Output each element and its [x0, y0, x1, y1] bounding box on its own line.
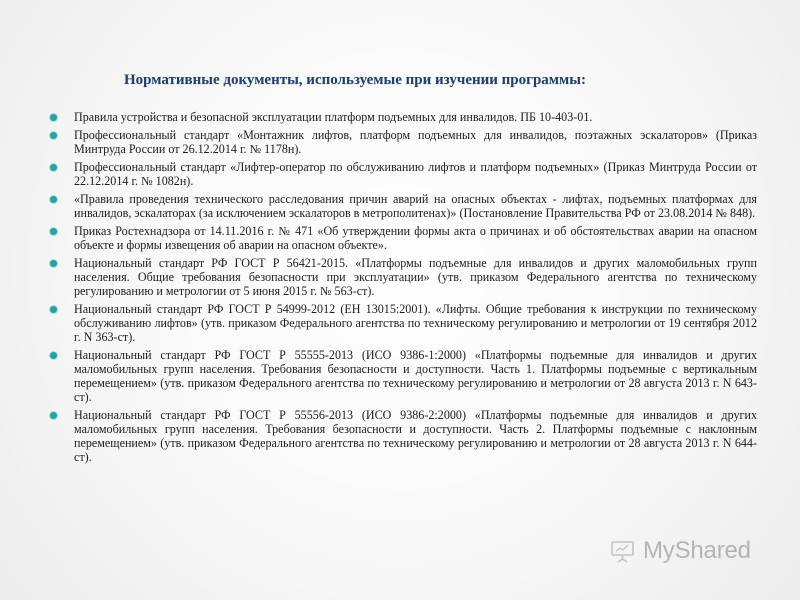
document-list-item — [47, 348, 757, 404]
document-item-text: Профессиональный стандарт «Монтажник лифтов, платформ подъемных для инвалидов, поэтажных эскалаторов» (Приказ Минтруда России от 26.12.2014 г. № 1178н). — [74, 128, 757, 156]
document-list-item — [47, 408, 757, 464]
document-item-text: Профессиональный стандарт «Лифтер-оператор по обслуживанию лифтов и платформ подъемных» (Приказ Минтруда России от 22.12.2014 г. № 1082н). — [74, 160, 757, 188]
document-list-item — [47, 224, 757, 252]
presentation-board-icon — [608, 537, 638, 567]
document-list-item — [47, 256, 757, 298]
bullet-icon — [50, 352, 57, 359]
watermark-brand-text: MyShared — [643, 537, 751, 564]
bullet-icon — [50, 412, 57, 419]
document-item-text: Национальный стандарт РФ ГОСТ Р 56421-2015. «Платформы подъемные для инвалидов и других маломобильных групп населения. Общие требования безопасности при эксплуатации» (утв. приказом Федерального агентства по техническому регулированию и метрологии от 5 июня 2015 г. № 563-ст). — [74, 256, 757, 298]
document-item-text: Национальный стандарт РФ ГОСТ Р 54999-2012 (ЕН 13015:2001). «Лифты. Общие требования к инструкции по техническому обслуживанию лифтов» (утв. приказом Федерального агентства по техническому регулированию и метрологии от 19 сентября 2012 г. N 363-ст). — [74, 302, 757, 344]
document-list-item — [47, 128, 757, 156]
bullet-icon — [50, 196, 57, 203]
bullet-icon — [50, 306, 57, 313]
document-list-item — [47, 160, 757, 188]
slide-title: Нормативные документы, используемые при изучении программы: — [124, 72, 586, 88]
bullet-icon — [50, 164, 57, 171]
bullet-icon — [50, 114, 57, 121]
myshared-watermark — [608, 536, 768, 568]
document-item-text: Правила устройства и безопасной эксплуатации платформ подъемных для инвалидов. ПБ 10-403-01. — [74, 110, 593, 124]
bullet-icon — [50, 228, 57, 235]
document-item-text: «Правила проведения технического расследования причин аварий на опасных объектах - лифтах, подъемных платформах для инвалидов, эскалаторах (за исключением эскалаторов в метрополитенах)» (Постановление Правительства РФ от 23.08.2014 № 848). — [74, 192, 757, 220]
document-item-text: Приказ Ростехнадзора от 14.11.2016 г. № 471 «Об утверждении формы акта о причинах и об обстоятельствах аварии на опасном объекте и формы извещения об аварии на опасном объекте». — [74, 224, 757, 252]
document-item-text: Национальный стандарт РФ ГОСТ Р 55555-2013 (ИСО 9386-1:2000) «Платформы подъемные для инвалидов и других маломобильных групп населения. Требования безопасности и доступности. Часть 1. Платформы подъемные с вертикальным перемещением» (утв. приказом Федерального агентства по техническому регулированию и метрологии от 28 августа 2013 г. N 643-ст). — [74, 348, 757, 404]
normative-documents-list — [47, 110, 757, 468]
document-list-item — [47, 110, 757, 124]
document-list-item — [47, 302, 757, 344]
bullet-icon — [50, 132, 57, 139]
document-item-text: Национальный стандарт РФ ГОСТ Р 55556-2013 (ИСО 9386-2:2000) «Платформы подъемные для инвалидов и других маломобильных групп населения. Требования безопасности и доступности. Часть 2. Платформы подъемные с наклонным перемещением» (утв. приказом Федерального агентства по техническому регулированию и метрологии от 28 августа 2013 г. N 644-ст). — [74, 408, 757, 464]
document-list-item — [47, 192, 757, 220]
bullet-icon — [50, 260, 57, 267]
